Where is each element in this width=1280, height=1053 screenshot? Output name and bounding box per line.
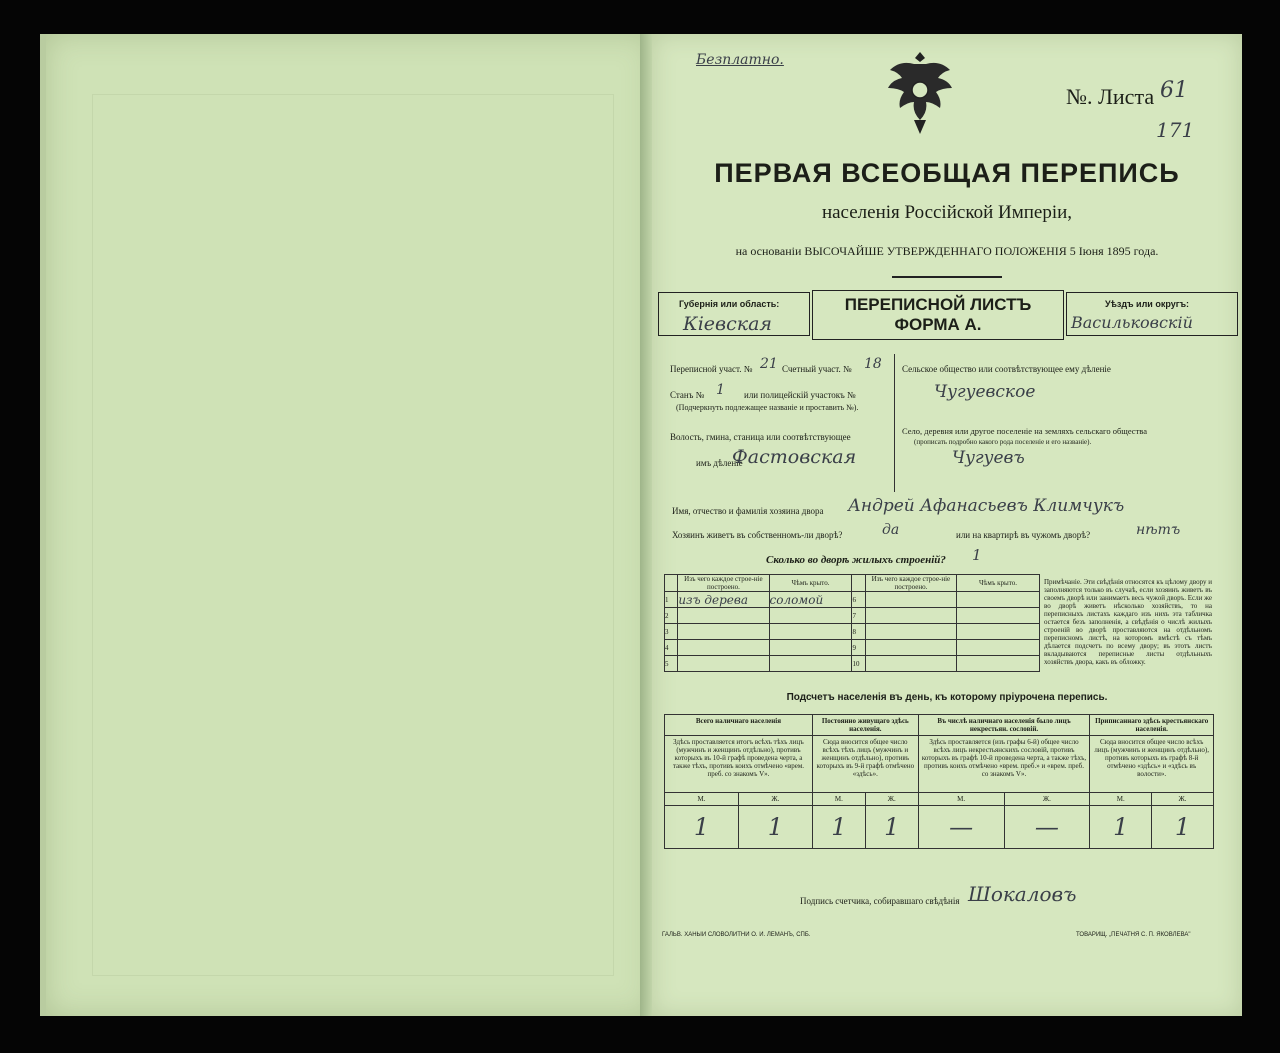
signature-value: Шокаловъ bbox=[968, 882, 1077, 906]
census-form-page bbox=[652, 34, 1242, 1016]
sheet-number-label: №. Листа bbox=[1066, 84, 1155, 109]
society-value: Чугуевское bbox=[934, 382, 1036, 402]
form-title-line-2: ФОРМА А. bbox=[894, 315, 982, 334]
society-label: Сельское общество или соотвѣтствующее ему дѣленіе bbox=[902, 364, 1111, 374]
village-label: Село, деревня или другое поселеніе на земляхъ сельскаго общества bbox=[902, 426, 1147, 436]
pop-col-4-title: Приписаннаго здѣсь крестьянскаго населенія. bbox=[1090, 715, 1214, 736]
village-value: Чугуевъ bbox=[952, 448, 1025, 468]
stan-label: Станъ № bbox=[670, 390, 705, 400]
count-plot-label: Счетный участ. № bbox=[782, 364, 852, 374]
underline-note: (Подчеркнуть подлежащее названіе и проставить №). bbox=[676, 403, 859, 412]
volost-label-2: имъ дѣленіе bbox=[696, 458, 743, 468]
table-row: 2 7 bbox=[665, 608, 1040, 624]
volost-label: Волость, гмина, станица или соотвѣтствующее bbox=[670, 432, 851, 442]
form-main-title: ПЕРВАЯ ВСЕОБЩАЯ ПЕРЕПИСЬ bbox=[714, 158, 1180, 188]
table-row: 5 10 bbox=[665, 656, 1040, 672]
buildings-table bbox=[664, 574, 1040, 672]
sheet-number-value: 61 bbox=[1160, 78, 1188, 103]
population-heading: Подсчетъ населенія въ день, къ которому пріурочена перепись. bbox=[786, 692, 1108, 703]
district-box bbox=[1066, 292, 1238, 336]
printer-left: ГАЛЬВ. ХАНЫИ СЛОВОЛИТНИ О. И. ЛЕМАНЪ, СПБ. bbox=[662, 932, 811, 938]
pop-col-2-title: Постоянно живущаго здѣсь населенія. bbox=[812, 715, 918, 736]
own-yard-value: да bbox=[882, 522, 900, 538]
province-label: Губернія или область: bbox=[679, 299, 780, 309]
province-value: Кіевская bbox=[683, 313, 772, 335]
table-row: 1 изъ дерева соломой 6 bbox=[665, 592, 1040, 608]
own-yard-label: Хозяинъ живетъ въ собственномъ-ли дворѣ? bbox=[672, 530, 843, 540]
buildings-value: 1 bbox=[972, 546, 982, 564]
signature-label: Подпись счетчика, собиравшаго свѣдѣнія bbox=[800, 896, 960, 906]
form-title-line-1: ПЕРЕПИСНОЙ ЛИСТЪ bbox=[844, 295, 1032, 314]
population-table: Всего наличнаго населенія Постоянно живущаго здѣсь населенія. Въ числѣ наличнаго населенія было лицъ некрестьян. сословій. Приписаннаго здѣсь крестьянскаго населенія. Здѣсь проставляется итогъ всѣхъ тѣхъ лицъ (мужчинъ и женщинъ отдѣльно), противъ которыхъ въ 10-й графѣ проведена черта, а также тѣхъ, противъ коихъ отмѣчено «врем. преб. со знакомъ V». Сюда вносится общее число всѣхъ тѣхъ лицъ (мужчинъ и женщинъ отдѣльно), противъ которыхъ въ 9-й графѣ отмѣчено «здѣсь». Здѣсь проставляется (изъ графы 6-й) общее число всѣхъ лицъ некрестьянскихъ сословій, противъ которыхъ въ графѣ 10-й проведена черта, а также тѣхъ, противъ коихъ отмѣчено «врем. преб.» и «врем. преб. со знакомъ V». Сюда вносится общее число всѣхъ лицъ (мужчинъ и женщинъ отдѣльно), противъ которыхъ въ графѣ 8-й отмѣчено «здѣсь» и «здѣсь въ волости». М. Ж. М. Ж. М. Ж. М. Ж. 1 1 1 1 — — 1 1 bbox=[664, 714, 1214, 849]
ornament-divider bbox=[892, 276, 1002, 278]
form-basis: на основаніи ВЫСОЧАЙШЕ УТВЕРЖДЕННАГО ПОЛОЖЕНІЯ 5 Іюня 1895 года. bbox=[735, 244, 1159, 258]
free-label: Безплатно. bbox=[696, 52, 784, 68]
census-plot-label: Переписной участ. № bbox=[670, 364, 753, 374]
table-row: 3 8 bbox=[665, 624, 1040, 640]
census-plot-value: 21 bbox=[760, 356, 778, 372]
table-row: 4 9 bbox=[665, 640, 1040, 656]
police-label: или полицейскій участокъ № bbox=[744, 390, 856, 400]
district-value: Васильковскій bbox=[1071, 313, 1193, 332]
district-label: Уѣздъ или округъ: bbox=[1105, 299, 1190, 309]
faint-print-through bbox=[92, 94, 614, 976]
col-material-header-2: Изъ чего каждое строе-ніе построено. bbox=[865, 575, 956, 592]
form-title-box bbox=[812, 290, 1064, 340]
stan-value: 1 bbox=[716, 382, 725, 398]
pop-col-1-desc: Здѣсь проставляется итогъ всѣхъ тѣхъ лицъ (мужчинъ и женщинъ отдѣльно), противъ которыхъ въ 10-й графѣ проведена черта, а также тѣхъ, противъ коихъ отмѣчено «врем. преб. со знакомъ V». bbox=[665, 736, 813, 793]
left-blank-page bbox=[40, 34, 652, 1016]
owner-label: Имя, отчество и фамилія хозяина двора bbox=[672, 506, 824, 516]
col-material-header: Изъ чего каждое строе-ніе построено. bbox=[678, 575, 769, 592]
province-box bbox=[658, 292, 810, 336]
owner-value: Андрей Афанасьевъ Климчукъ bbox=[848, 496, 1125, 516]
vertical-divider bbox=[894, 354, 895, 492]
village-note: (прописать подробно какого рода поселеніе и его названіе). bbox=[914, 438, 1092, 446]
pop-col-1-title: Всего наличнаго населенія bbox=[665, 715, 813, 736]
col-roof-header-2: Чѣмъ крыто. bbox=[956, 575, 1039, 592]
col-roof-header: Чѣмъ крыто. bbox=[769, 575, 852, 592]
form-subtitle: населенія Россійской Имперіи, bbox=[821, 202, 1073, 223]
volost-value: Фастовская bbox=[732, 446, 857, 468]
printer-right: ТОВАРИЩ. „ПЕЧАТНЯ С. П. ЯКОВЛЕВА" bbox=[1076, 932, 1191, 938]
pop-col-3-title: Въ числѣ наличнаго населенія было лицъ некрестьян. сословій. bbox=[918, 715, 1090, 736]
count-plot-value: 18 bbox=[864, 356, 882, 372]
pop-col-4-desc: Сюда вносится общее число всѣхъ лицъ (мужчинъ и женщинъ отдѣльно), противъ которыхъ въ графѣ 8-й отмѣчено «здѣсь» и «здѣсь въ волости». bbox=[1090, 736, 1214, 793]
rent-value: нѣтъ bbox=[1136, 522, 1181, 538]
buildings-note: Примѣчаніе. Эти свѣдѣнія относятся къ цѣлому двору и заполняются только въ случаѣ, если хозяинъ живетъ въ своемъ дворѣ или занимаетъ весь чужой дворъ. Если же во дворѣ живетъ нѣсколько хозяйствъ, то на переписныхъ листахъ каждаго изъ нихъ эта табличка остается безъ заполненія, а свѣдѣнія о числѣ жилыхъ строеній во дворѣ проставляются на отдѣльномъ переписномъ листѣ, на которомъ вмѣстѣ съ тѣмъ дѣлается подсчетъ по всему двору; въ этотъ листъ вкладываются переписные листы отдѣльныхъ хозяйствъ двора, какъ въ обложку. bbox=[1044, 578, 1212, 666]
buildings-label: Сколько во дворѣ жилыхъ строеній? bbox=[766, 554, 946, 566]
pop-col-3-desc: Здѣсь проставляется (изъ графы 6-й) общее число всѣхъ лицъ некрестьянскихъ сословій, противъ которыхъ въ графѣ 10-й проведена черта, а также тѣхъ, противъ коихъ отмѣчено «врем. преб.» и «врем. преб. со знакомъ V». bbox=[918, 736, 1090, 793]
rent-label: или на квартирѣ въ чужомъ дворѣ? bbox=[956, 530, 1091, 540]
pop-col-2-desc: Сюда вносится общее число всѣхъ тѣхъ лицъ (мужчинъ и женщинъ отдѣльно), противъ которыхъ въ 9-й графѣ отмѣчено «здѣсь». bbox=[812, 736, 918, 793]
sheet-number-alt: 171 bbox=[1156, 118, 1195, 142]
imperial-eagle-icon bbox=[884, 46, 956, 138]
population-values-row: 1 1 1 1 — — 1 1 bbox=[665, 806, 1214, 849]
